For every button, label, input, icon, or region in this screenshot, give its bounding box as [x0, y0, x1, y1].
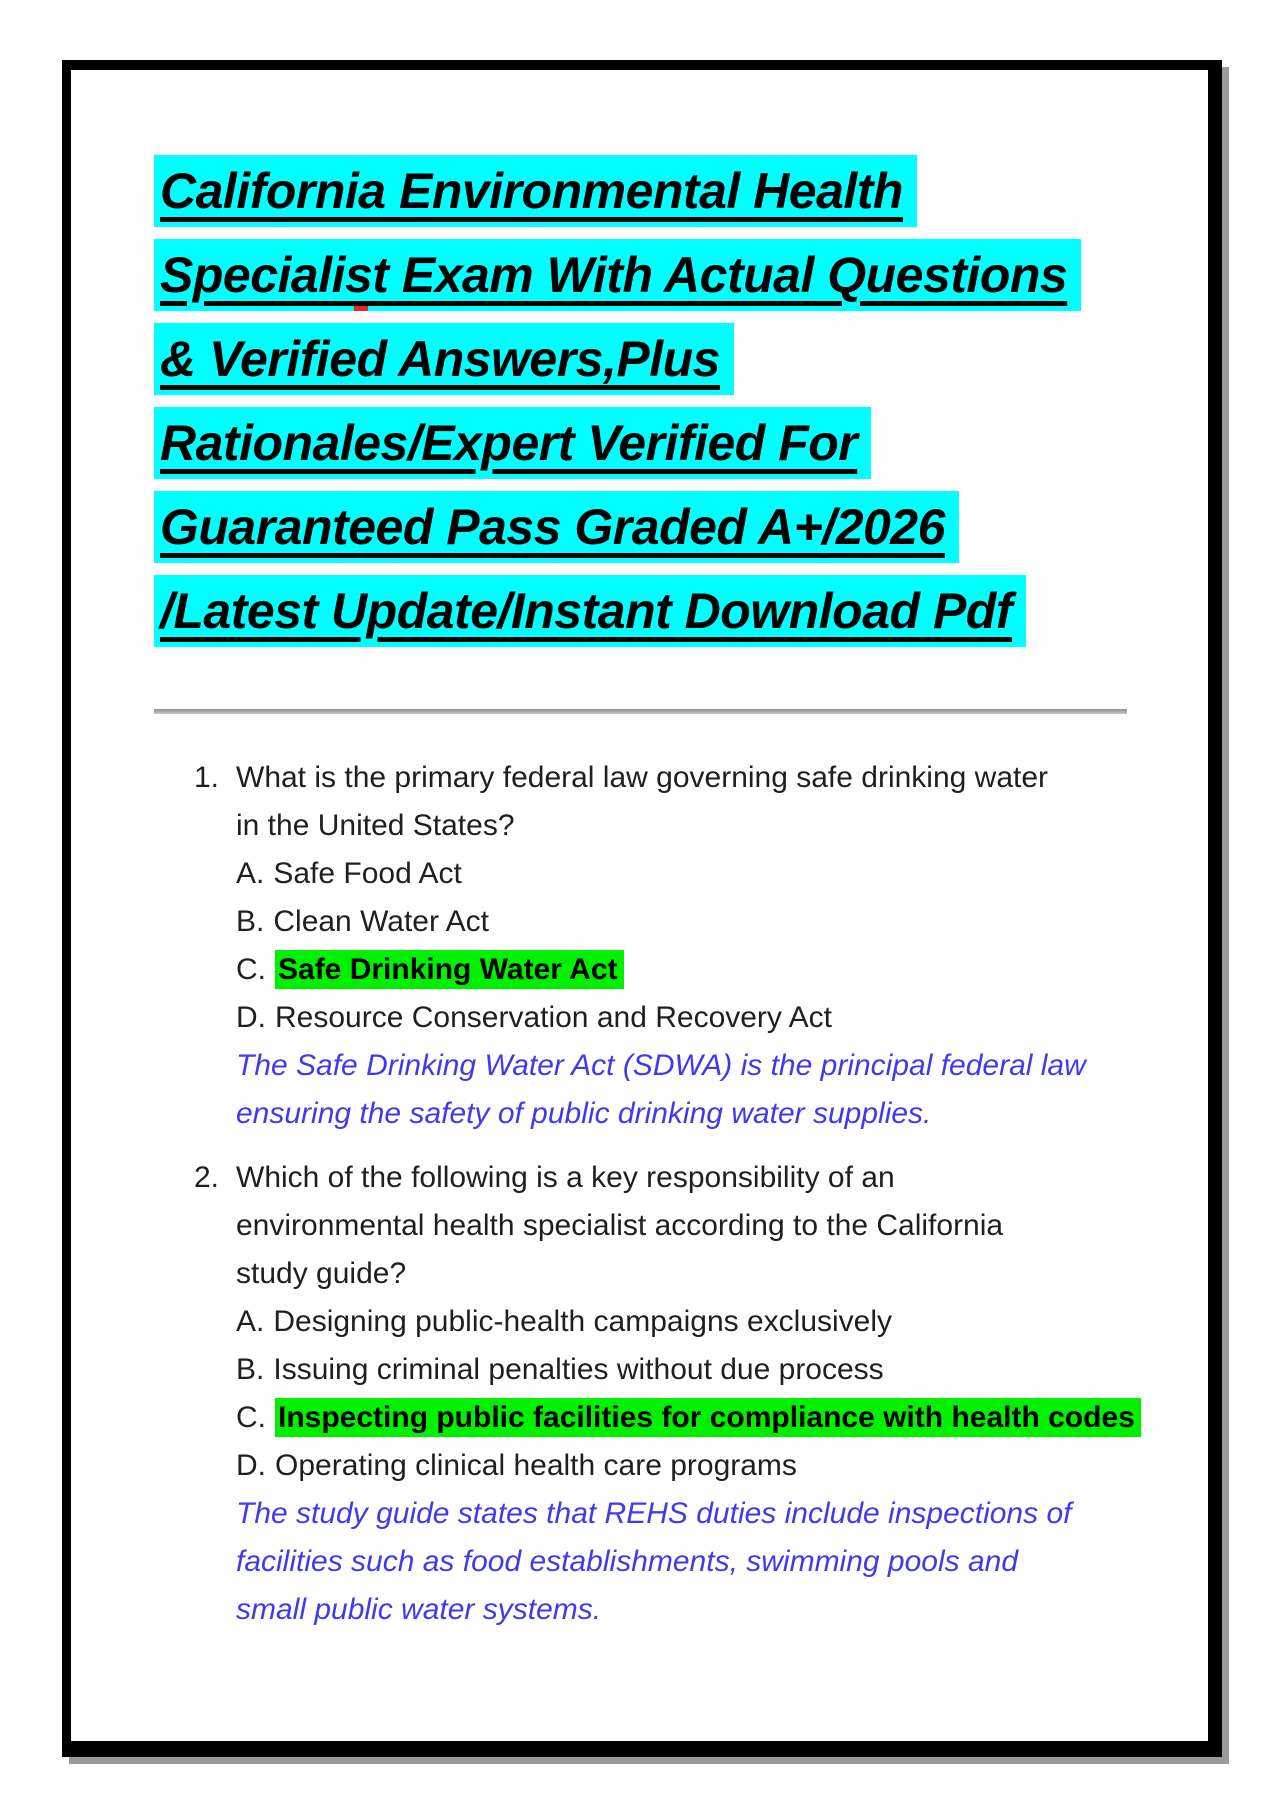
title-highlight: Rationales/Expert Verified For	[154, 407, 871, 479]
option-line	[236, 946, 1128, 994]
title-highlight: /Latest Update/Instant Download Pdf	[154, 575, 1026, 647]
question-text: What is the primary federal law governing safe drinking water	[236, 761, 1049, 794]
question-text-line	[194, 754, 1128, 802]
option-text: Issuing criminal penalties without due process	[273, 1353, 884, 1386]
option-line	[236, 1442, 1128, 1490]
option-line	[236, 898, 1128, 946]
question-block-2	[194, 1154, 1135, 1634]
question-block-1	[194, 754, 1128, 1138]
rationale-line: The study guide states that REHS duties include inspections of	[236, 1497, 1072, 1530]
spellcheck-mark	[354, 306, 368, 311]
title-line	[154, 239, 1128, 311]
option-letter: A.	[236, 857, 265, 890]
option-letter: D.	[236, 1001, 266, 1034]
option-letter: A.	[236, 1305, 265, 1338]
question-text: Which of the following is a key responsibility of an	[236, 1161, 895, 1194]
question-text-line	[236, 1202, 1128, 1250]
option-line	[236, 994, 1128, 1042]
option-line	[236, 1394, 1135, 1442]
title-highlight: & Verified Answers,Plus	[154, 323, 734, 395]
option-text: Clean Water Act	[273, 905, 489, 938]
question-text: environmental health specialist according to the California	[236, 1209, 1004, 1242]
question-number: 2.	[194, 1161, 220, 1194]
option-letter: B.	[236, 1353, 265, 1386]
option-text: Designing public-health campaigns exclusively	[273, 1305, 893, 1338]
question-text-line	[194, 1154, 1128, 1202]
answer-highlight: Safe Drinking Water Act	[275, 950, 624, 989]
option-letter: B.	[236, 905, 265, 938]
option-letter: C.	[236, 1401, 266, 1434]
title-line	[154, 407, 1128, 479]
document-title	[154, 155, 1128, 647]
rationale-line: small public water systems.	[236, 1593, 602, 1626]
option-text: Safe Food Act	[273, 857, 462, 890]
question-text: in the United States?	[236, 809, 515, 842]
option-letter: D.	[236, 1449, 266, 1482]
option-line	[236, 1346, 1128, 1394]
document-page	[62, 60, 1222, 1757]
title-highlight: Specialist Exam With Actual Questions	[154, 239, 1081, 311]
question-number: 1.	[194, 761, 220, 794]
question-text: study guide?	[236, 1257, 407, 1290]
title-line	[154, 575, 1128, 647]
option-text: Resource Conservation and Recovery Act	[275, 1001, 832, 1034]
option-line	[236, 850, 1128, 898]
question-text-line	[236, 1250, 1128, 1298]
section-divider	[154, 709, 1127, 714]
option-line	[236, 1298, 1128, 1346]
rationale-line: The Safe Drinking Water Act (SDWA) is the principal federal law	[236, 1049, 1086, 1082]
answer-highlight: Inspecting public facilities for compliance with health codes	[275, 1398, 1141, 1437]
title-line	[154, 491, 1128, 563]
rationale-line: ensuring the safety of public drinking water supplies.	[236, 1097, 932, 1130]
title-line	[154, 155, 1128, 227]
option-letter: C.	[236, 953, 266, 986]
option-text: Operating clinical health care programs	[275, 1449, 797, 1482]
title-line	[154, 323, 1128, 395]
title-highlight: California Environmental Health	[154, 155, 917, 227]
page-content	[71, 70, 1208, 1741]
rationale-line: facilities such as food establishments, swimming pools and	[236, 1545, 1019, 1578]
question-text-line	[236, 802, 1128, 850]
title-highlight: Guaranteed Pass Graded A+/2026	[154, 491, 959, 563]
